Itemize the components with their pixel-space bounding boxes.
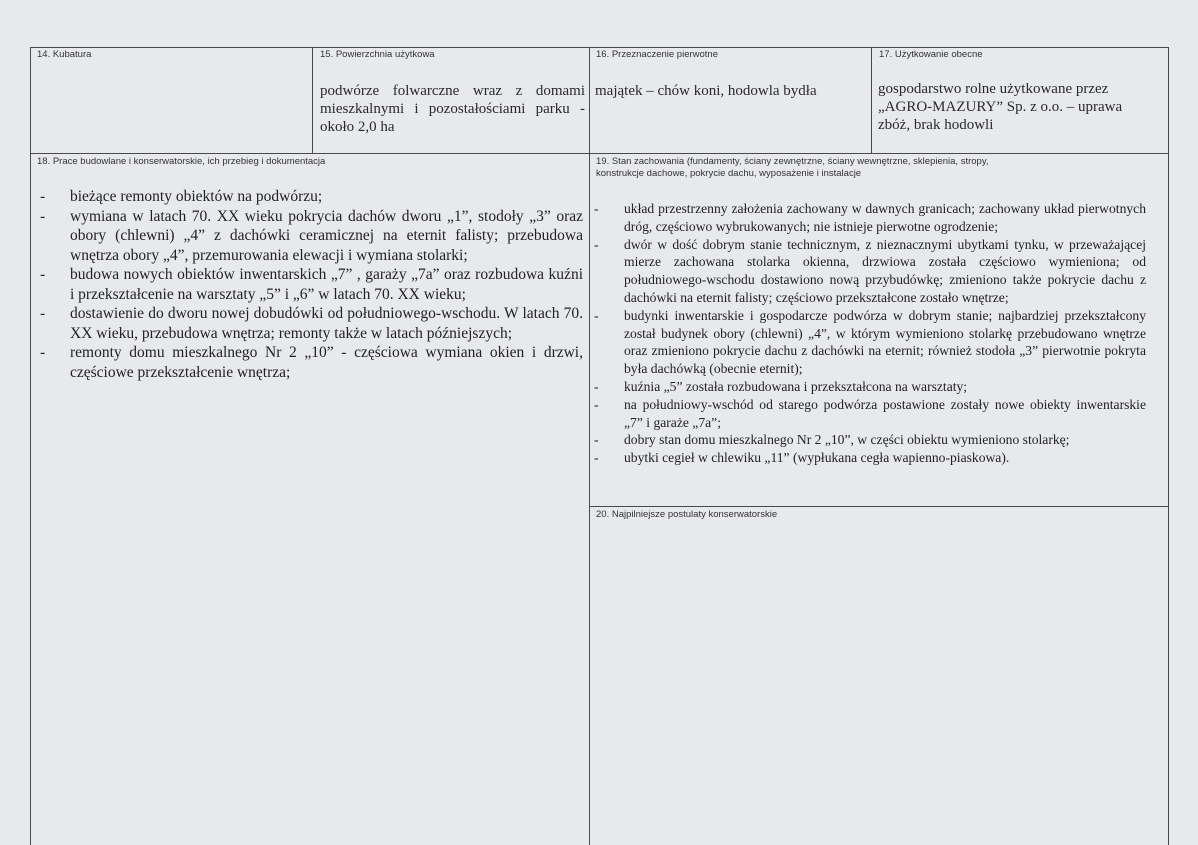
field-19-list	[594, 200, 1146, 467]
list-item: - wymiana w latach 70. XX wieku pokrycia dachów dworu „1”, stodoły „3” oraz obory (chlewni) „4” z dachówki ceramicznej na eternit falisty; przebudowa wnętrza obory „4”, przemurowania elewacji i wymiana stolarki;	[40, 207, 583, 264]
list-item: - bieżące remonty obiektów na podwórzu;	[40, 188, 323, 205]
divider	[871, 47, 872, 153]
list-item: - budowa nowych obiektów inwentarskich „7” , garaży „7a” oraz rozbudowa kuźni i przekształcenie na warsztaty „5” i „6” w latach 70. XX wieku;	[40, 266, 583, 303]
list-item: - dobry stan domu mieszkalnego Nr 2 „10”, w części obiektu wymieniono stolarkę;	[594, 432, 1070, 448]
field-16-value: majątek – chów koni, hodowla bydła	[595, 83, 817, 99]
list-item: - dostawienie do dworu nowej dobudówki od południowego-wschodu. W latach 70. XX wieku, przebudowa wnętrza; remonty także w latach późniejszych;	[40, 305, 583, 342]
field-19-label	[596, 156, 989, 180]
list-item: - kuźnia „5” została rozbudowana i przekształcona na warsztaty;	[594, 378, 968, 394]
field-16-label: 16. Przeznaczenie pierwotne	[596, 49, 718, 60]
field-20-label: 20. Najpilniejsze postulaty konserwatorskie	[596, 509, 778, 520]
divider	[589, 47, 590, 845]
field-15-value: podwórze folwarczne wraz z domami mieszkalnymi i pozostałościami parku - około 2,0 ha	[320, 83, 585, 135]
list-item: - dwór w dość dobrym stanie technicznym, z nieznacznymi ubytkami tynku, w przeważającej mierze zachowana stolarka okienna, drzwiowa została częściowo wymieniona; od południowego-wschodu dostawiono nową przybudówkę; zmieniono także pokrycie dachu z dachówki na eternit falisty; częściowo przekształcone zostało wnętrze;	[594, 236, 1146, 305]
divider	[30, 153, 1169, 154]
field-19-label-line1: 19. Stan zachowania (fundamenty, ściany zewnętrzne, ściany wewnętrzne, sklepienia, stropy,	[596, 156, 989, 167]
list-item: - na południowy-wschód od starego podwórza postawione zostały nowe obiekty inwentarskie „7” i garaże „7a”;	[594, 396, 1146, 430]
list-item: - remonty domu mieszkalnego Nr 2 „10” - częściowa wymiana okien i drzwi, częściowe przekształcenie wnętrza;	[40, 344, 583, 381]
field-17-value: gospodarstwo rolne użytkowane przez „AGRO-MAZURY” Sp. z o.o. – uprawa zbóż, brak hodowli	[878, 81, 1123, 133]
list-item: - układ przestrzenny założenia zachowany w dawnych granicach; zachowany układ pierwotnych dróg, częściowo wybrukowanych; nie istnieje pierwotne ogrodzenie;	[594, 201, 1146, 234]
field-14-label: 14. Kubatura	[37, 49, 92, 60]
list-item: - ubytki cegieł w chlewiku „11” (wypłukana cegła wapienno-piaskowa).	[594, 450, 1010, 466]
field-18-label: 18. Prace budowlane i konserwatorskie, ich przebieg i dokumentacja	[37, 156, 326, 167]
list-item: - budynki inwentarskie i gospodarcze podwórza w dobrym stanie; najbardziej przekształcony został budynek obory (chlewni) „4”, w którym wymieniono stolarkę przebudowano wnętrze oraz zmieniono pokrycie dachu z dachówki na eternit; również stodoła „3” pierwotnie pokryta była dachówką (obecnie eternit);	[594, 307, 1146, 377]
field-17-label: 17. Użytkowanie obecne	[879, 49, 983, 60]
divider	[589, 506, 1169, 507]
field-15-label: 15. Powierzchnia użytkowa	[320, 49, 435, 60]
field-19-label-line2: konstrukcje dachowe, pokrycie dachu, wyposażenie i instalacje	[596, 168, 862, 179]
divider	[312, 47, 313, 153]
field-18-list	[40, 187, 583, 382]
